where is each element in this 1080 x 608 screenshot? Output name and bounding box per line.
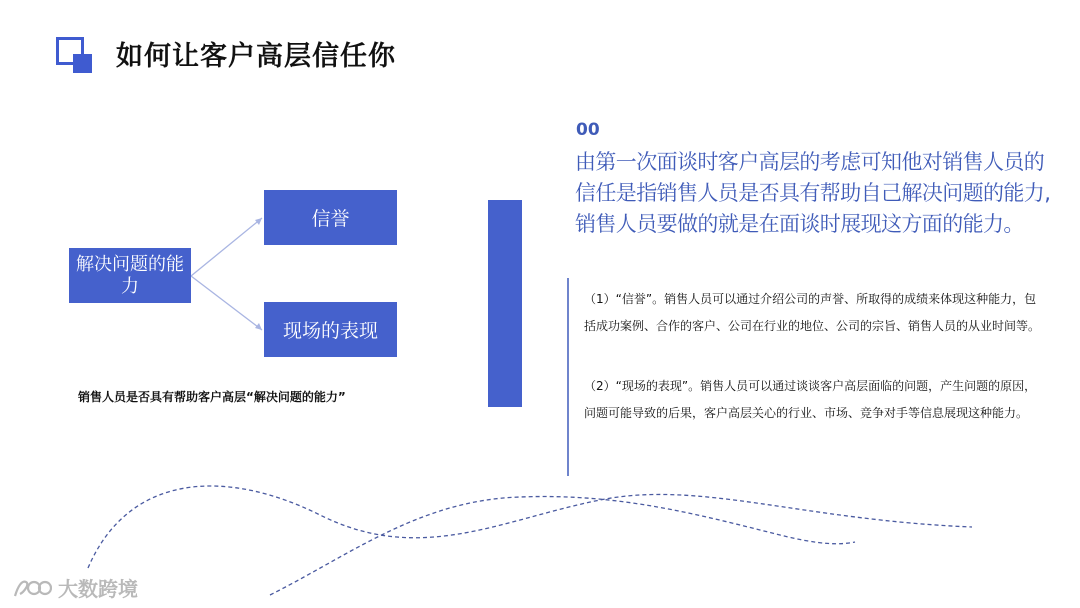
diagram-caption: 销售人员是否具有帮助客户高层“解决问题的能力”	[78, 390, 346, 404]
watermark	[12, 573, 138, 602]
watermark-text: 大数跨境	[58, 577, 138, 601]
wave-line-2	[270, 497, 855, 595]
branch-reputation-label: 信誉	[311, 208, 350, 230]
brand-logo-icon	[12, 576, 52, 600]
headline-line-1: 由第一次面谈时客户高层的考虑可知他对销售人员的	[575, 150, 1045, 174]
paragraph-reputation: （1）“信誉”。销售人员可以通过介绍公司的声誉、所取得的成绩来体现这种能力，包括成功案例、合作的客户、公司在行业的地位、公司的宗旨、销售人员的从业时间等。	[584, 292, 1041, 333]
paragraph-performance: （2）“现场的表现”。销售人员可以通过谈谈客户高层面临的问题，产生问题的原因，问题可能导致的后果，客户高层关心的行业、市场、竞争对手等信息展现这种能力。	[584, 379, 1037, 420]
branch-performance-label: 现场的表现	[282, 320, 378, 342]
main-node-label: 解决问题的能力	[76, 253, 184, 297]
page-title: 如何让客户高层信任你	[116, 41, 396, 72]
headline-line-2: 信任是指销售人员是否具有帮助自己解决问题的能力,	[575, 181, 1051, 205]
wave-line-1	[88, 486, 972, 568]
headline-line-3: 销售人员要做的就是在面谈时展现这方面的能力。	[575, 212, 1024, 236]
section-number: 00	[576, 120, 600, 140]
